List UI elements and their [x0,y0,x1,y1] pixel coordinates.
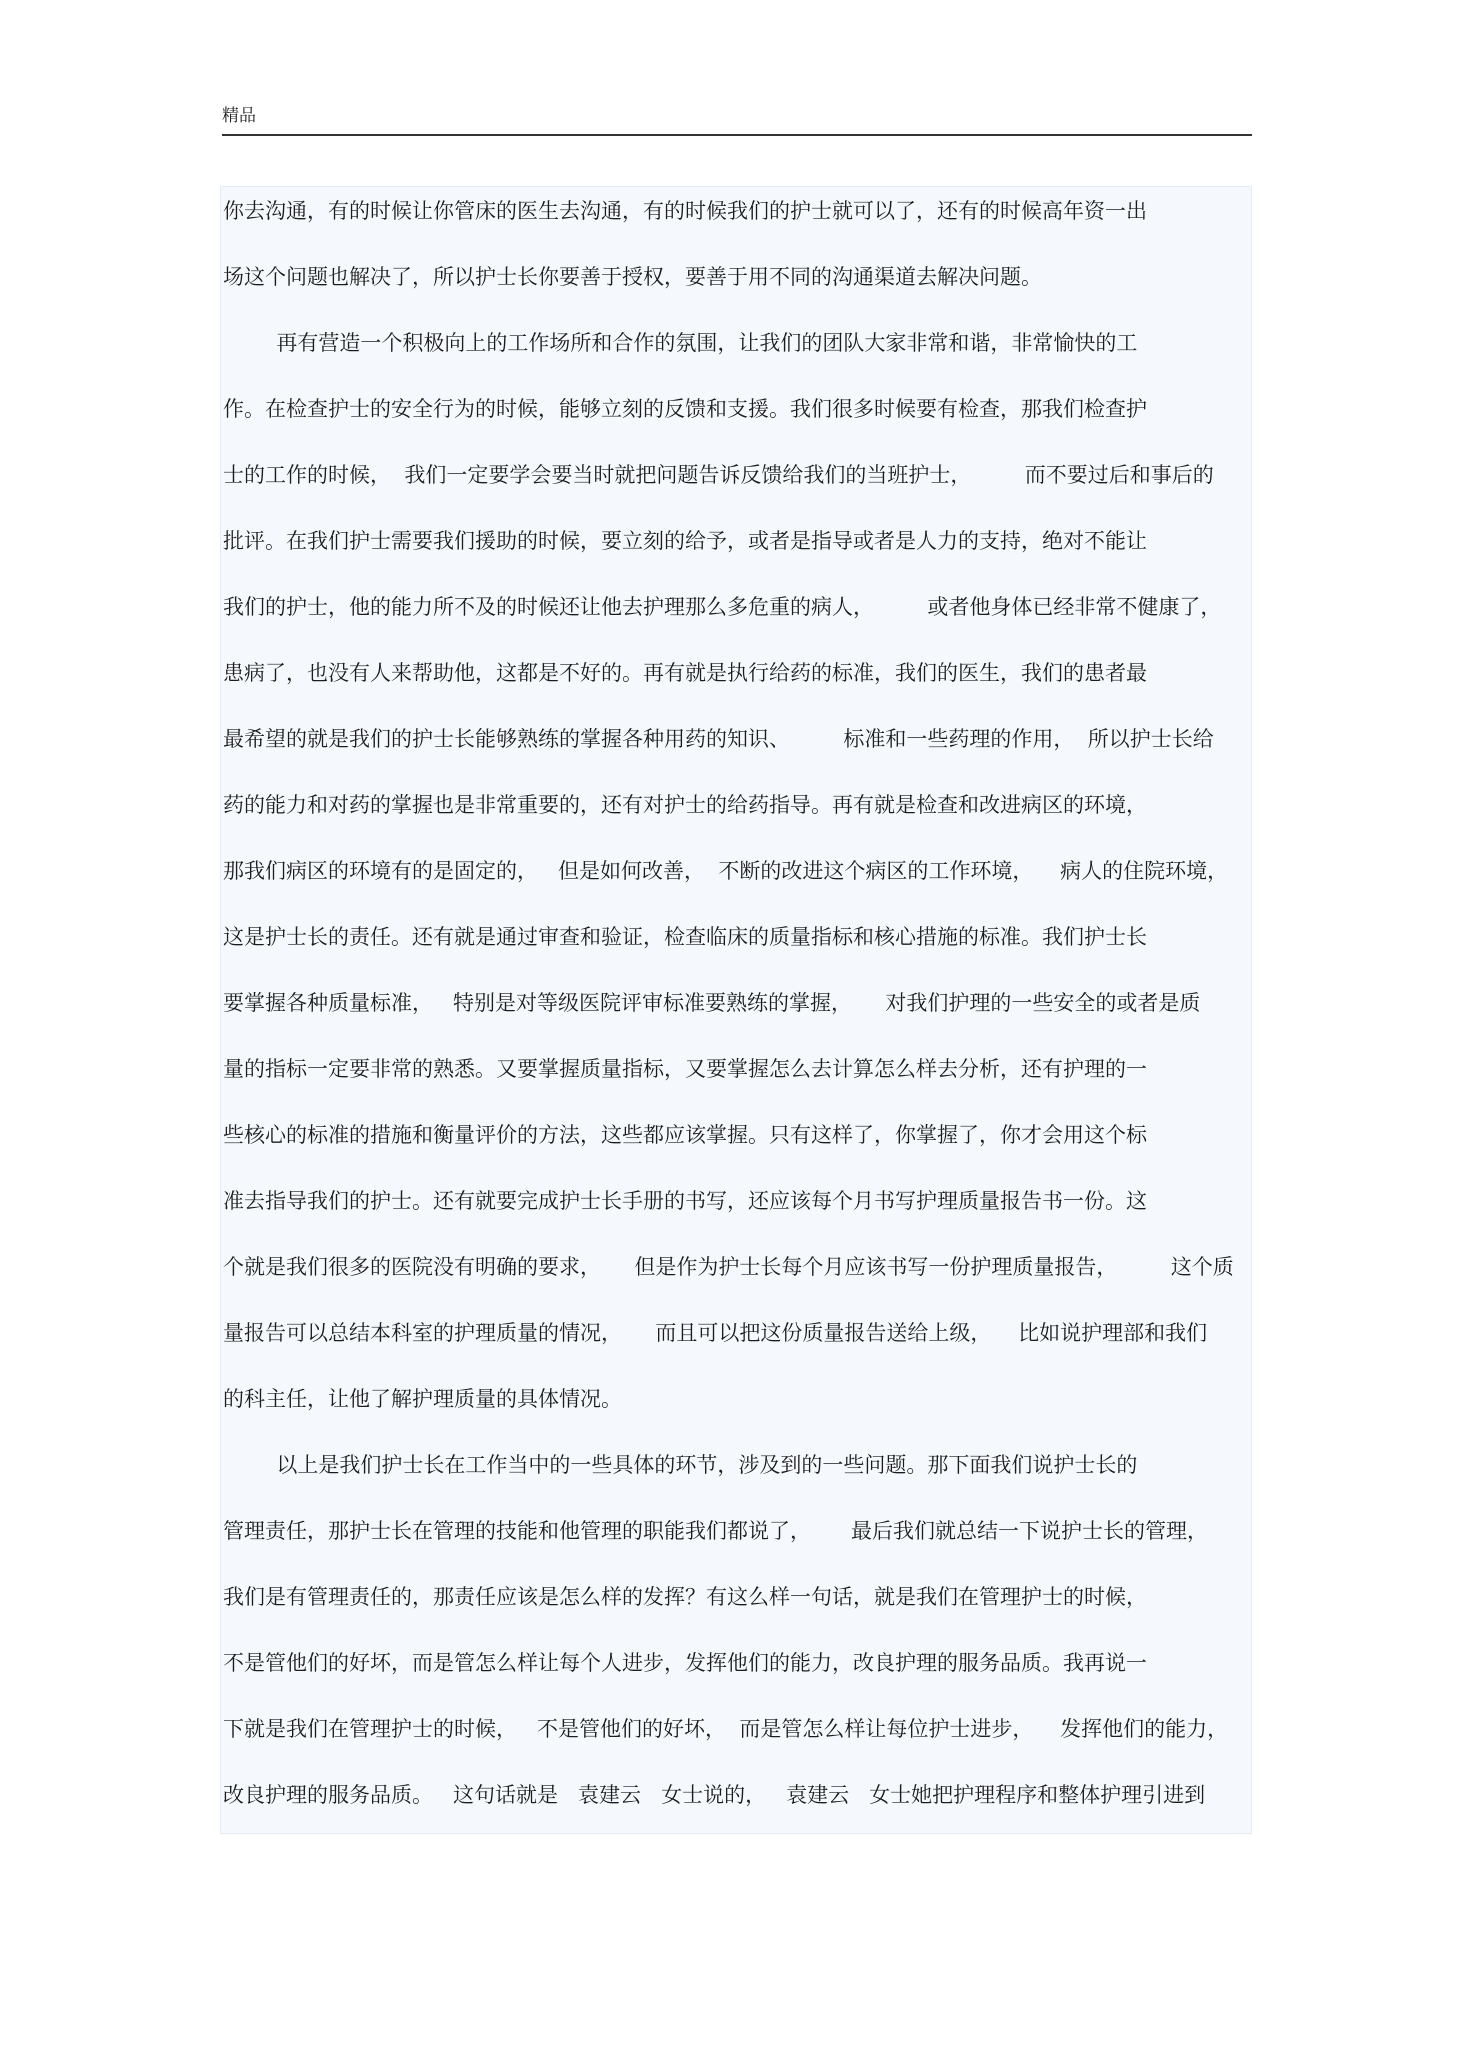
text-line: 要掌握各种质量标准， 特别是对等级医院评审标准要熟练的掌握， 对我们护理的一些安全的或者是质 [223,991,1201,1015]
header-label: 精品 [222,106,256,126]
text-line: 场这个问题也解决了，所以护士长你要善于授权，要善于用不同的沟通渠道去解决问题。 [223,265,1042,289]
text-line: 个就是我们很多的医院没有明确的要求， 但是作为护士长每个月应该书写一份护理质量报告， 这个质 [223,1255,1234,1279]
text-line: 量报告可以总结本科室的护理质量的情况， 而且可以把这份质量报告送给上级， 比如说护理部和我们 [223,1321,1208,1345]
text-line: 再有营造一个积极向上的工作场所和合作的氛围，让我们的团队大家非常和谐，非常愉快的工 [223,331,1138,355]
text-line: 改良护理的服务品质。 这句话就是 袁建云 女士说的， 袁建云 女士她把护理程序和整体护理引进到 [223,1783,1206,1807]
text-line: 最希望的就是我们的护士长能够熟练的掌握各种用药的知识、 标准和一些药理的作用， 所以护士长给 [223,727,1214,751]
text-line: 药的能力和对药的掌握也是非常重要的，还有对护士的给药指导。再有就是检查和改进病区的环境， [223,793,1147,817]
text-line: 你去沟通，有的时候让你管床的医生去沟通，有的时候我们的护士就可以了，还有的时候高年资一出 [223,199,1147,223]
text-line: 我们的护士，他的能力所不及的时候还让他去护理那么多危重的病人， 或者他身体已经非常不健康了， [223,595,1222,619]
text-line: 些核心的标准的措施和衡量评价的方法，这些都应该掌握。只有这样了，你掌握了，你才会用这个标 [223,1123,1147,1147]
text-line: 作。在检查护士的安全行为的时候，能够立刻的反馈和支援。我们很多时候要有检查，那我们检查护 [223,397,1147,421]
text-line: 那我们病区的环境有的是固定的， 但是如何改善， 不断的改进这个病区的工作环境， 病人的住院环境， [223,859,1229,883]
text-line: 患病了，也没有人来帮助他，这都是不好的。再有就是执行给药的标准，我们的医生，我们的患者最 [223,661,1147,685]
header-divider [222,134,1252,136]
text-line: 这是护士长的责任。还有就是通过审查和验证，检查临床的质量指标和核心措施的标准。我们护士长 [223,925,1147,949]
text-line: 士的工作的时候， 我们一定要学会要当时就把问题告诉反馈给我们的当班护士， 而不要过后和事后的 [223,463,1214,487]
text-line: 不是管他们的好坏，而是管怎么样让每个人进步，发挥他们的能力，改良护理的服务品质。我再说一 [223,1651,1147,1675]
text-line: 准去指导我们的护士。还有就要完成护士长手册的书写，还应该每个月书写护理质量报告书一份。这 [223,1189,1147,1213]
text-line: 下就是我们在管理护士的时候， 不是管他们的好坏， 而是管怎么样让每位护士进步， 发挥他们的能力， [223,1717,1229,1741]
text-line: 我们是有管理责任的，那责任应该是怎么样的发挥？有这么样一句话，就是我们在管理护士的时候， [223,1585,1147,1609]
text-line: 管理责任，那护士长在管理的技能和他管理的职能我们都说了， 最后我们就总结一下说护士长的管理， [223,1519,1209,1543]
text-line: 以上是我们护士长在工作当中的一些具体的环节，涉及到的一些问题。那下面我们说护士长的 [223,1453,1138,1477]
text-line: 量的指标一定要非常的熟悉。又要掌握质量指标，又要掌握怎么去计算怎么样去分析，还有护理的一 [223,1057,1147,1081]
text-line: 批评。在我们护士需要我们援助的时候，要立刻的给予，或者是指导或者是人力的支持，绝对不能让 [223,529,1147,553]
text-line: 的科主任，让他了解护理质量的具体情况。 [223,1387,622,1411]
